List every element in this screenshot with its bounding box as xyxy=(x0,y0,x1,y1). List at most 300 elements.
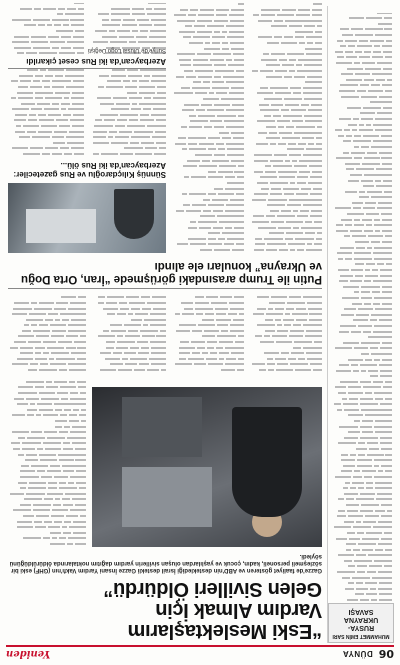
text-line xyxy=(172,35,244,41)
text-line xyxy=(332,547,392,553)
text-line xyxy=(250,334,322,340)
text-line xyxy=(332,362,392,368)
main-story-photo xyxy=(92,387,322,547)
text-line xyxy=(172,91,244,97)
text-line xyxy=(250,158,322,164)
text-line xyxy=(8,40,84,46)
text-line xyxy=(250,197,322,203)
text-line xyxy=(90,118,166,124)
text-line xyxy=(250,242,322,248)
text-line xyxy=(332,592,392,598)
photo-shape xyxy=(122,397,202,457)
text-line xyxy=(332,195,392,201)
text-line xyxy=(172,225,244,231)
text-line xyxy=(172,102,244,108)
text-line xyxy=(250,295,322,301)
page-number: 06 xyxy=(378,647,394,661)
text-line xyxy=(8,311,86,317)
text-line xyxy=(332,284,392,290)
text-line xyxy=(332,206,392,212)
text-line xyxy=(332,329,392,335)
text-line xyxy=(172,214,244,220)
text-line xyxy=(250,311,322,317)
story-three-headline: Sünnüş Kılıçdaroğlu ve Rus gazeteciler: Azerbaycan'da iki Rus ölü... xyxy=(13,161,166,179)
text-line xyxy=(332,27,392,33)
text-line xyxy=(172,130,244,136)
text-line xyxy=(8,107,84,113)
text-line xyxy=(8,491,86,497)
text-line xyxy=(250,225,322,231)
text-line xyxy=(8,300,86,306)
text-line xyxy=(332,267,392,273)
text-line xyxy=(332,413,392,419)
text-line xyxy=(332,379,392,385)
text-line xyxy=(332,77,392,83)
text-line xyxy=(332,245,392,251)
text-line xyxy=(250,339,322,345)
text-line xyxy=(332,519,392,525)
text-line xyxy=(172,247,244,253)
text-line xyxy=(332,424,392,430)
text-line xyxy=(94,367,166,373)
text-line xyxy=(332,402,392,408)
main-story-deck: Gazze'de faaliyet gösteren ve ABD'nin desteklediği İsrail destekli Gazze İnsani Yardım Vakfı'nın (GHF) eski bir sözleşmeli personeli, kadın, çocuk ve yaşlılardan oluşan sivillerin yardım dağıtım noktalarında öldürüldüğünü söyledi. xyxy=(9,553,322,573)
text-line xyxy=(332,558,392,564)
text-line xyxy=(250,74,322,80)
text-line xyxy=(172,57,244,63)
text-line xyxy=(332,44,392,50)
text-line xyxy=(332,474,392,480)
text-line xyxy=(172,108,244,114)
text-line xyxy=(250,214,322,220)
text-line xyxy=(172,68,244,74)
text-line xyxy=(332,94,392,100)
text-line xyxy=(172,323,244,329)
text-line xyxy=(8,95,84,101)
main-headline-line-2: Vardım Almak İçin xyxy=(155,599,322,621)
text-line xyxy=(332,32,392,38)
text-line xyxy=(250,24,322,30)
text-line xyxy=(172,203,244,209)
text-line xyxy=(8,135,84,141)
text-line xyxy=(332,407,392,413)
text-line xyxy=(8,34,84,40)
text-line xyxy=(8,502,86,508)
text-line xyxy=(90,123,166,129)
text-line xyxy=(94,311,166,317)
text-line xyxy=(172,351,244,357)
text-line xyxy=(90,6,166,12)
text-line xyxy=(90,112,166,118)
text-line xyxy=(8,334,86,340)
text-line xyxy=(332,553,392,559)
text-line xyxy=(332,223,392,229)
text-line xyxy=(332,88,392,94)
story-three-body-col-1 xyxy=(90,3,166,157)
side-column-body xyxy=(332,13,392,603)
main-headline-line-1: “Eski Meslektaşlarım xyxy=(127,620,322,642)
text-line xyxy=(332,508,392,514)
side-column-header xyxy=(328,603,394,643)
text-line xyxy=(332,536,392,542)
text-line xyxy=(250,152,322,158)
text-line xyxy=(332,139,392,145)
text-line xyxy=(90,23,166,29)
text-line xyxy=(250,175,322,181)
text-line xyxy=(332,312,392,318)
story-two-body-col-2 xyxy=(172,3,244,253)
text-line xyxy=(90,140,166,146)
text-line xyxy=(250,18,322,24)
text-line xyxy=(8,146,84,152)
main-story-body-col-2 xyxy=(172,293,244,373)
text-line xyxy=(332,486,392,492)
text-line xyxy=(8,530,86,536)
main-headline-line-3: Gelen Sivilleri Öldürdü” xyxy=(103,578,322,600)
text-line xyxy=(332,441,392,447)
text-line xyxy=(250,323,322,329)
text-line xyxy=(172,169,244,175)
text-line xyxy=(332,301,392,307)
text-line xyxy=(250,52,322,58)
side-column-title: RUSYA-UKRAYNA SAVAŞI xyxy=(343,608,379,631)
text-line xyxy=(8,367,86,373)
text-line xyxy=(332,172,392,178)
text-line xyxy=(332,228,392,234)
text-line xyxy=(332,72,392,78)
text-line xyxy=(332,279,392,285)
text-line xyxy=(332,463,392,469)
text-line xyxy=(332,435,392,441)
text-line xyxy=(250,85,322,91)
text-line xyxy=(250,68,322,74)
text-line xyxy=(172,141,244,147)
text-line xyxy=(8,413,86,419)
text-line xyxy=(8,474,86,480)
text-line xyxy=(250,219,322,225)
text-line xyxy=(250,247,322,253)
text-line xyxy=(90,101,166,107)
text-line xyxy=(332,273,392,279)
story-two-body-col-1 xyxy=(250,3,322,253)
text-line xyxy=(172,328,244,334)
text-line xyxy=(90,84,166,90)
section-divider xyxy=(8,288,322,289)
text-line xyxy=(332,452,392,458)
text-line xyxy=(332,307,392,313)
text-line xyxy=(8,356,86,362)
text-line xyxy=(250,306,322,312)
text-line xyxy=(332,575,392,581)
text-line xyxy=(90,28,166,34)
text-line xyxy=(8,424,86,430)
text-line xyxy=(250,96,322,102)
text-line xyxy=(94,306,166,312)
text-line xyxy=(250,203,322,209)
text-line xyxy=(332,514,392,520)
text-line xyxy=(332,458,392,464)
text-line xyxy=(172,175,244,181)
text-line xyxy=(250,345,322,351)
text-line xyxy=(8,345,86,351)
text-line xyxy=(90,73,166,79)
text-line xyxy=(172,29,244,35)
text-line xyxy=(8,536,86,542)
photo-shape xyxy=(26,209,96,243)
text-line xyxy=(332,396,392,402)
text-line xyxy=(8,328,86,334)
text-line xyxy=(8,101,84,107)
text-line xyxy=(332,497,392,503)
text-line xyxy=(172,300,244,306)
newspaper-logo: Yeniden xyxy=(6,648,51,660)
text-line xyxy=(332,491,392,497)
text-line xyxy=(332,368,392,374)
text-line xyxy=(172,85,244,91)
text-line xyxy=(250,57,322,63)
text-line xyxy=(250,7,322,13)
text-line xyxy=(250,317,322,323)
text-line xyxy=(332,351,392,357)
text-line xyxy=(332,66,392,72)
text-line xyxy=(94,339,166,345)
text-line xyxy=(8,480,86,486)
text-line xyxy=(332,38,392,44)
story-three-photo xyxy=(8,183,166,253)
text-line xyxy=(332,133,392,139)
text-line xyxy=(332,586,392,592)
text-line xyxy=(172,311,244,317)
text-line xyxy=(332,156,392,162)
text-line xyxy=(172,113,244,119)
text-line xyxy=(8,390,86,396)
text-line xyxy=(250,351,322,357)
text-line xyxy=(172,63,244,69)
text-line xyxy=(250,180,322,186)
text-line xyxy=(8,123,84,129)
text-line xyxy=(94,345,166,351)
text-line xyxy=(332,161,392,167)
text-line xyxy=(172,12,244,18)
text-line xyxy=(8,402,86,408)
text-line xyxy=(172,208,244,214)
text-line xyxy=(8,306,86,312)
text-line xyxy=(332,525,392,531)
text-line xyxy=(8,362,86,368)
text-line xyxy=(94,295,166,301)
text-line xyxy=(250,367,322,373)
text-line xyxy=(332,581,392,587)
text-line xyxy=(8,112,84,118)
text-line xyxy=(332,390,392,396)
text-line xyxy=(90,95,166,101)
section-title: DÜNYA xyxy=(342,649,373,659)
text-line xyxy=(8,140,84,146)
text-line xyxy=(332,128,392,134)
text-line xyxy=(332,346,392,352)
text-line xyxy=(8,418,86,424)
story-three-body-col-2 xyxy=(8,3,84,157)
text-line xyxy=(250,362,322,368)
text-line xyxy=(250,169,322,175)
text-line xyxy=(90,151,166,157)
text-line xyxy=(90,34,166,40)
side-column xyxy=(327,6,394,643)
side-column-author: MUHAMMET EMİN SARI xyxy=(332,633,390,639)
text-line xyxy=(250,46,322,52)
text-line xyxy=(332,256,392,262)
text-line xyxy=(250,91,322,97)
story-four-headline: Azerbaycan'da iki Rus ceset çıkarıldı xyxy=(8,57,166,69)
text-line xyxy=(8,23,84,29)
text-line xyxy=(172,147,244,153)
text-line xyxy=(94,317,166,323)
text-line xyxy=(8,435,86,441)
text-line xyxy=(332,340,392,346)
story-five-headline: Suriye'de Ulusal Logo Değişti xyxy=(87,47,166,53)
text-line xyxy=(172,219,244,225)
text-line xyxy=(172,164,244,170)
text-line xyxy=(172,306,244,312)
text-line xyxy=(172,136,244,142)
text-line xyxy=(172,152,244,158)
text-line xyxy=(8,463,86,469)
text-line xyxy=(250,40,322,46)
text-line xyxy=(332,385,392,391)
text-line xyxy=(332,251,392,257)
text-line xyxy=(94,300,166,306)
text-line xyxy=(332,150,392,156)
story-two-headline: Putin ile Trump arasındaki görüşmede “İran, Orta Doğu ve Ukrayna” konuları ele alındı xyxy=(21,260,322,285)
text-line xyxy=(250,191,322,197)
text-line xyxy=(8,452,86,458)
text-line xyxy=(8,430,86,436)
text-line xyxy=(172,52,244,58)
text-line xyxy=(332,541,392,547)
text-line xyxy=(172,197,244,203)
text-line xyxy=(90,17,166,23)
text-line xyxy=(332,116,392,122)
text-line xyxy=(8,90,84,96)
text-line xyxy=(332,597,392,603)
text-line xyxy=(90,129,166,135)
text-line xyxy=(94,351,166,357)
photo-shape xyxy=(122,467,212,527)
text-line xyxy=(8,379,86,385)
text-line xyxy=(332,122,392,128)
text-line xyxy=(94,356,166,362)
text-line xyxy=(172,7,244,13)
text-line xyxy=(250,130,322,136)
text-line xyxy=(8,339,86,345)
text-line xyxy=(8,73,84,79)
text-line xyxy=(250,356,322,362)
text-line xyxy=(332,189,392,195)
text-line xyxy=(8,385,86,391)
text-line xyxy=(332,234,392,240)
text-line xyxy=(172,317,244,323)
text-line xyxy=(250,186,322,192)
text-line xyxy=(172,18,244,24)
text-line xyxy=(8,129,84,135)
text-line xyxy=(172,74,244,80)
text-line xyxy=(172,236,244,242)
text-line xyxy=(8,541,86,547)
text-line xyxy=(250,119,322,125)
text-line xyxy=(332,55,392,61)
text-line xyxy=(172,339,244,345)
text-line xyxy=(250,113,322,119)
text-line xyxy=(8,441,86,447)
text-line xyxy=(172,367,244,373)
text-line xyxy=(332,167,392,173)
photo-shape xyxy=(232,407,302,517)
main-story-body-right xyxy=(8,377,86,547)
main-story-body-col-3 xyxy=(94,293,166,373)
main-story-body-col-4 xyxy=(8,293,86,373)
main-headline xyxy=(8,578,322,641)
text-line xyxy=(90,135,166,141)
text-line xyxy=(172,345,244,351)
text-line xyxy=(172,356,244,362)
text-line xyxy=(172,362,244,368)
text-line xyxy=(332,469,392,475)
text-line xyxy=(8,118,84,124)
text-line xyxy=(8,508,86,514)
text-line xyxy=(332,323,392,329)
text-line xyxy=(250,108,322,114)
text-line xyxy=(8,17,84,23)
text-line xyxy=(332,480,392,486)
text-line xyxy=(8,317,86,323)
text-line xyxy=(332,217,392,223)
text-line xyxy=(90,12,166,18)
text-line xyxy=(172,191,244,197)
text-line xyxy=(8,79,84,85)
text-line xyxy=(172,40,244,46)
text-line xyxy=(8,6,84,12)
text-line xyxy=(172,180,244,186)
text-line xyxy=(332,178,392,184)
text-line xyxy=(172,231,244,237)
text-line xyxy=(8,396,86,402)
text-line xyxy=(8,351,86,357)
text-line xyxy=(332,49,392,55)
text-line xyxy=(332,83,392,89)
text-line xyxy=(332,569,392,575)
text-line xyxy=(250,141,322,147)
text-line xyxy=(250,35,322,41)
text-line xyxy=(94,328,166,334)
text-line xyxy=(172,24,244,30)
photo-shape xyxy=(114,189,154,239)
text-line xyxy=(250,102,322,108)
text-line xyxy=(250,236,322,242)
text-line xyxy=(8,485,86,491)
text-line xyxy=(8,446,86,452)
main-story-body-col-1 xyxy=(250,293,322,373)
page-header xyxy=(6,645,394,661)
text-line xyxy=(332,60,392,66)
text-line xyxy=(172,124,244,130)
text-line xyxy=(332,183,392,189)
text-line xyxy=(8,525,86,531)
text-line xyxy=(172,46,244,52)
text-line xyxy=(332,16,392,22)
text-line xyxy=(332,105,392,111)
text-line xyxy=(8,151,84,157)
text-line xyxy=(90,40,166,46)
